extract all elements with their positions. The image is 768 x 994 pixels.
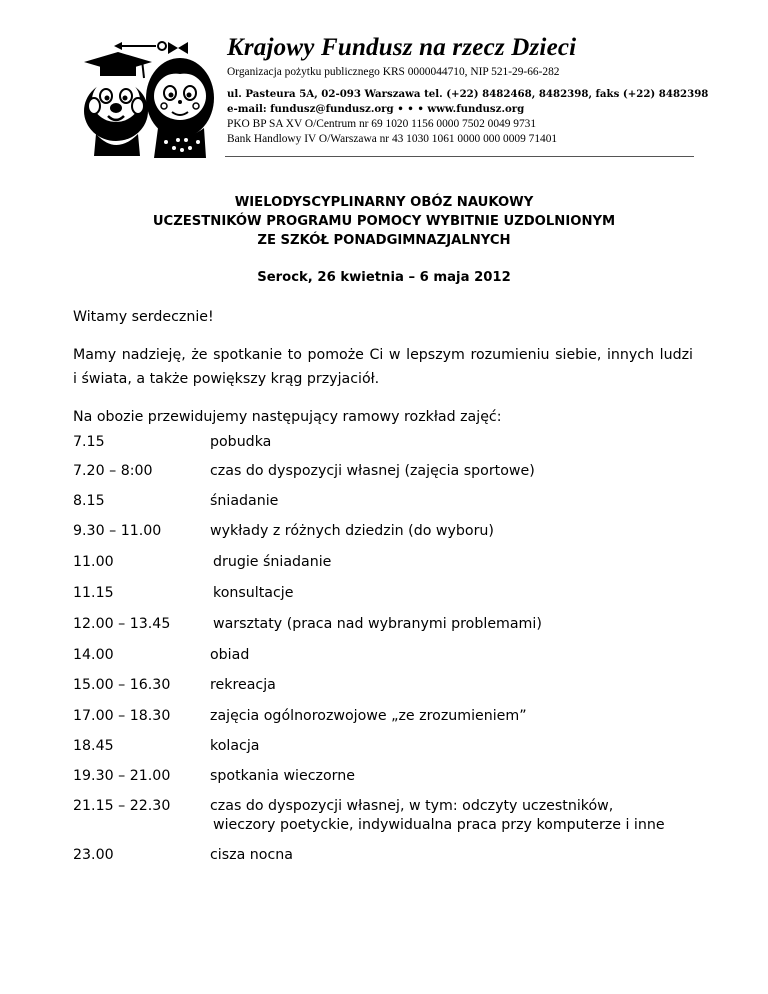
schedule-time: 14.00	[73, 647, 114, 663]
intro-line-1: Mamy nadzieję, że spotkanie to pomoże Ci w lepszym rozumieniu siebie, innych ludzi	[73, 347, 693, 363]
schedule-time: 11.15	[73, 585, 114, 601]
schedule-activity: wykłady z różnych dziedzin (do wyboru)	[210, 523, 494, 539]
schedule-activity: śniadanie	[210, 493, 279, 509]
schedule-time: 23.00	[73, 847, 114, 863]
schedule-time: 11.00	[73, 554, 114, 570]
org-bank-account-1: PKO BP SA XV O/Centrum nr 69 1020 1156 0000 7502 0049 9731	[227, 118, 537, 130]
schedule-activity: czas do dyspozycji własnej, w tym: odczyty uczestników,	[210, 798, 614, 814]
org-bank-account-2: Bank Handlowy IV O/Warszawa nr 43 1030 1061 0000 000 0009 71401	[227, 133, 558, 145]
schedule-time: 18.45	[73, 738, 114, 754]
intro-line-2: i świata, a także powiększy krąg przyjaciół.	[73, 371, 380, 387]
schedule-intro: Na obozie przewidujemy następujący ramowy rozkład zajęć:	[73, 409, 502, 425]
schedule-time: 17.00 – 18.30	[73, 708, 171, 724]
schedule-activity: konsultacje	[213, 585, 294, 601]
children-logo	[82, 38, 218, 170]
org-contact: e-mail: fundusz@fundusz.org • • • www.fundusz.org	[227, 103, 525, 115]
title-line-2: UCZESTNIKÓW PROGRAMU POMOCY WYBITNIE UZDOLNIONYM	[152, 214, 616, 229]
schedule-time: 21.15 – 22.30	[73, 798, 171, 814]
schedule-time: 7.15	[73, 434, 105, 450]
schedule-activity: pobudka	[210, 434, 272, 450]
schedule-time: 8.15	[73, 493, 105, 509]
schedule-time: 12.00 – 13.45	[73, 616, 171, 632]
org-name: Krajowy Fundusz na rzecz Dzieci	[227, 34, 577, 61]
schedule-time: 9.30 – 11.00	[73, 523, 162, 539]
schedule-activity: drugie śniadanie	[213, 554, 332, 570]
greeting: Witamy serdecznie!	[73, 309, 214, 325]
schedule-activity: zajęcia ogólnorozwojowe „ze zrozumieniem”	[210, 708, 527, 724]
org-registration: Organizacja pożytku publicznego KRS 0000044710, NIP 521-29-66-282	[227, 66, 560, 78]
schedule-activity: czas do dyspozycji własnej (zajęcia sportowe)	[210, 463, 535, 479]
header-divider	[225, 156, 694, 157]
schedule-time: 7.20 – 8:00	[73, 463, 153, 479]
schedule-activity: obiad	[210, 647, 250, 663]
intro-paragraph	[73, 343, 693, 391]
schedule-activity: rekreacja	[210, 677, 276, 693]
schedule-activity: warsztaty (praca nad wybranymi problemami)	[213, 616, 542, 632]
place-date: Serock, 26 kwietnia – 6 maja 2012	[257, 270, 511, 285]
org-address: ul. Pasteura 5A, 02-093 Warszawa tel. (+22) 8482468, 8482398, faks (+22) 8482398	[227, 88, 709, 100]
schedule-activity: kolacja	[210, 738, 260, 754]
schedule-activity: cisza nocna	[210, 847, 293, 863]
title-line-3: ZE SZKÓŁ PONADGIMNAZJALNYCH	[257, 233, 511, 248]
girl-figure-icon	[146, 42, 214, 158]
schedule-time: 19.30 – 21.00	[73, 768, 171, 784]
schedule-time: 15.00 – 16.30	[73, 677, 171, 693]
boy-figure-icon	[84, 52, 152, 156]
pencil-icon	[114, 42, 166, 50]
title-line-1: WIELODYSCYPLINARNY OBÓZ NAUKOWY	[234, 195, 534, 210]
schedule-activity: spotkania wieczorne	[210, 768, 355, 784]
schedule-activity-continuation: wieczory poetyckie, indywidualna praca przy komputerze i inne	[213, 817, 665, 833]
